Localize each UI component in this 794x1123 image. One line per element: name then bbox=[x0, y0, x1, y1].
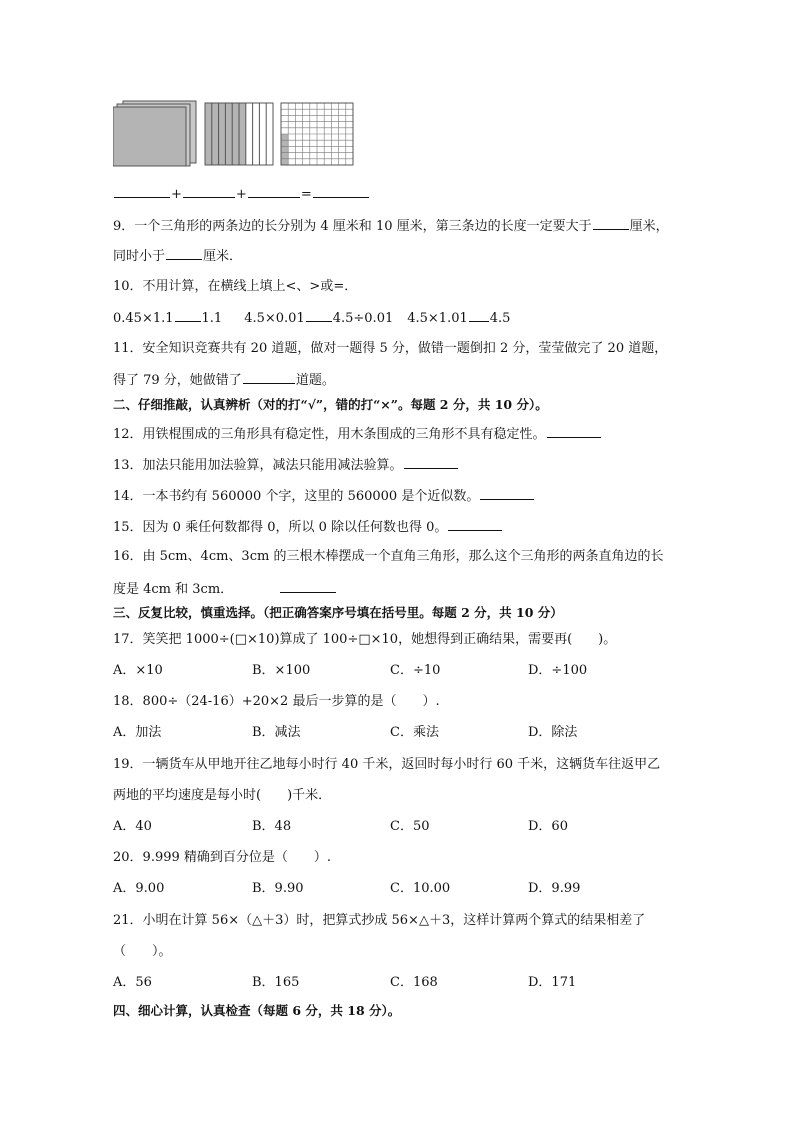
blank-4[interactable] bbox=[313, 184, 369, 198]
q19-option-d[interactable]: D．60 bbox=[528, 819, 568, 834]
question-10-expressions: 0.45×1.1 1.1 4.5×0.01 4.5÷0.01 4.5×1.01 4.5 bbox=[113, 308, 510, 328]
question-14: 14．一本书约有 560000 个字，这里的 560000 是个近似数。 bbox=[113, 486, 535, 506]
question-21-line-1: 21．小明在计算 56×（△＋3）时，把算式抄成 56×△＋3，这样计算两个算式的结果相差了 bbox=[113, 913, 646, 928]
question-12: 12．用铁棍围成的三角形具有稳定性，用木条围成的三角形不具有稳定性。 bbox=[113, 424, 602, 444]
q17-option-d[interactable]: D．÷100 bbox=[528, 663, 588, 678]
tenths-block bbox=[205, 103, 273, 165]
question-13: 13．加法只能用加法验算，减法只能用减法验算。 bbox=[113, 455, 459, 475]
q19-option-b[interactable]: B．48 bbox=[252, 819, 292, 834]
question-15: 15．因为 0 乘任何数都得 0，所以 0 除以任何数也得 0。 bbox=[113, 517, 503, 537]
section-2-heading: 二、仔细推敲，认真辨析（对的打“√”，错的打“×”。每题 2 分，共 10 分）。 bbox=[113, 397, 548, 412]
whole-square-front bbox=[113, 107, 186, 166]
q17-option-b[interactable]: B．×100 bbox=[252, 663, 311, 678]
blank-1[interactable] bbox=[114, 184, 170, 198]
q9-blank-1[interactable] bbox=[593, 216, 629, 230]
q19-option-a[interactable]: A．40 bbox=[113, 819, 152, 834]
q18-option-a[interactable]: A．加法 bbox=[113, 725, 162, 740]
q21-option-c[interactable]: C．168 bbox=[390, 975, 438, 990]
q17-option-a[interactable]: A．×10 bbox=[113, 663, 163, 678]
decimal-blocks-figure bbox=[113, 100, 363, 168]
q21-option-d[interactable]: D．171 bbox=[528, 975, 577, 990]
question-16-line-1: 16．由 5cm、4cm、3cm 的三根木棒摆成一个直角三角形，那么这个三角形的两条直角边的长 bbox=[113, 549, 664, 564]
hundredths-block bbox=[281, 103, 353, 165]
q19-option-c[interactable]: C．50 bbox=[390, 819, 430, 834]
q18-option-d[interactable]: D．除法 bbox=[528, 725, 578, 740]
blocks-svg bbox=[113, 100, 363, 168]
question-21-line-2: （ ）。 bbox=[113, 944, 172, 959]
question-11-line-1: 11．安全知识竞赛共有 20 道题，做对一题得 5 分，做错一题倒扣 2 分，莹莹做完了 20 道题， bbox=[113, 341, 668, 356]
q21-option-b[interactable]: B．165 bbox=[252, 975, 300, 990]
q10-blank-2[interactable] bbox=[306, 308, 332, 322]
q20-option-b[interactable]: B．9.90 bbox=[252, 881, 304, 896]
q10-blank-3[interactable] bbox=[469, 308, 489, 322]
q18-option-b[interactable]: B．减法 bbox=[252, 725, 301, 740]
section-3-heading: 三、反复比较，慎重选择。（把正确答案序号填在括号里。每题 2 分，共 10 分） bbox=[113, 605, 563, 620]
question-19-line-1: 19．一辆货车从甲地开往乙地每小时行 40 千米，返回时每小时行 60 千米，这辆货车往返甲乙 bbox=[113, 757, 661, 772]
q18-option-c[interactable]: C．乘法 bbox=[390, 725, 439, 740]
q20-option-c[interactable]: C．10.00 bbox=[390, 881, 451, 896]
q9-blank-2[interactable] bbox=[166, 246, 202, 260]
q20-option-d[interactable]: D．9.99 bbox=[528, 881, 581, 896]
q21-option-a[interactable]: A．56 bbox=[113, 975, 152, 990]
q13-blank[interactable] bbox=[404, 455, 458, 469]
question-19-line-2: 两地的平均速度是每小时( )千米． bbox=[113, 788, 332, 803]
q15-blank[interactable] bbox=[448, 517, 502, 531]
section-4-heading: 四、细心计算，认真检查（每题 6 分，共 18 分）。 bbox=[113, 1003, 401, 1018]
figure-equation: + + = bbox=[113, 184, 370, 204]
q14-blank[interactable] bbox=[480, 486, 534, 500]
blank-3[interactable] bbox=[248, 184, 300, 198]
question-9-line-2: 同时小于 厘米． bbox=[113, 246, 242, 266]
question-20: 20．9.999 精确到百分位是（ ）. bbox=[113, 850, 332, 865]
q20-option-a[interactable]: A．9.00 bbox=[113, 881, 165, 896]
question-17: 17．笑笑把 1000÷(□×10)算成了 100÷□×10，她想得到正确结果，需要再( )。 bbox=[113, 632, 617, 647]
q11-blank[interactable] bbox=[243, 370, 295, 384]
q17-option-c[interactable]: C．÷10 bbox=[390, 663, 441, 678]
blank-2[interactable] bbox=[183, 184, 235, 198]
question-11-line-2: 得了 79 分，她做错了 道题。 bbox=[113, 370, 335, 390]
question-16-line-2: 度是 4cm 和 3cm． bbox=[113, 579, 337, 599]
q10-blank-1[interactable] bbox=[175, 308, 201, 322]
q12-blank[interactable] bbox=[547, 424, 601, 438]
question-9-line-1: 9．一个三角形的两条边的长分别为 4 厘米和 10 厘米，第三条边的长度一定要大于 厘米， bbox=[113, 216, 669, 236]
q16-blank[interactable] bbox=[280, 579, 336, 593]
question-18: 18．800÷（24-16）+20×2 最后一步算的是（ ）. bbox=[113, 694, 440, 709]
question-10: 10．不用计算，在横线上填上<、>或=． bbox=[113, 279, 358, 294]
